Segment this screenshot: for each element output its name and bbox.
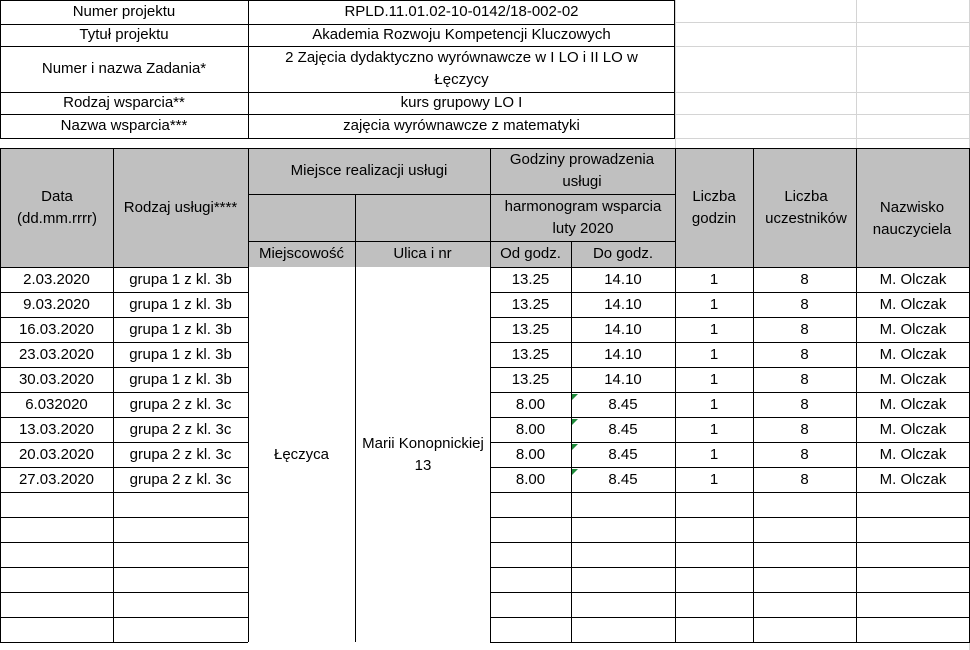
cell-data[interactable]: 13.03.2020 [18,421,95,438]
cell-godzin[interactable]: 1 [709,296,719,313]
cell-rodzaj[interactable]: grupa 1 z kl. 3b [129,371,232,388]
cell-border [490,642,970,643]
info-value-nazwa-wsparcia[interactable]: zajęcia wyrównawcze z matematyki [343,117,580,134]
gridline [675,46,970,47]
cell-godzin[interactable]: 1 [709,346,719,363]
cell-od[interactable]: 8.00 [515,421,546,438]
cell-od[interactable]: 13.25 [511,271,550,288]
cell-do[interactable]: 14.10 [604,296,642,313]
cell-rodzaj[interactable]: grupa 1 z kl. 3b [129,321,232,338]
cell-nauczyciel[interactable]: M. Olczak [879,396,947,413]
cell-do[interactable]: 14.10 [604,346,642,363]
cell-rodzaj[interactable]: grupa 1 z kl. 3b [129,346,232,363]
info-value-tytul-projektu[interactable]: Akademia Rozwoju Kompetencji Kluczowych [312,26,611,43]
cell-do[interactable]: 14.10 [604,371,642,388]
cell-nauczyciel[interactable]: M. Olczak [879,421,947,438]
info-label-numer-projektu[interactable]: Numer projektu [72,3,176,20]
cell-data[interactable]: 20.03.2020 [18,446,95,463]
header-od-godz[interactable]: Od godz. [500,245,561,262]
cell-uczestnikow[interactable]: 8 [800,296,809,313]
error-indicator-icon [572,444,578,450]
info-label-nazwa-wsparcia[interactable]: Nazwa wsparcia*** [60,117,188,134]
cell-border [490,567,970,568]
cell-border [0,138,675,139]
cell-uczestnikow[interactable]: 8 [800,271,809,288]
cell-do[interactable]: 14.10 [604,321,642,338]
cell-rodzaj[interactable]: grupa 2 z kl. 3c [129,446,232,463]
cell-ulica[interactable]: Marii Konopnickiej 13 [362,434,484,474]
cell-nauczyciel[interactable]: M. Olczak [879,471,947,488]
cell-border [0,617,248,618]
cell-rodzaj[interactable]: grupa 2 z kl. 3c [129,471,232,488]
cell-od[interactable]: 13.25 [511,371,550,388]
header-miejsce-realizacji[interactable]: Miejsce realizacji usługi [290,162,448,179]
cell-uczestnikow[interactable]: 8 [800,371,809,388]
cell-rodzaj[interactable]: grupa 1 z kl. 3b [129,271,232,288]
cell-border [490,542,970,543]
header-do-godz[interactable]: Do godz. [592,245,654,262]
cell-godzin[interactable]: 1 [709,321,719,338]
cell-od[interactable]: 8.00 [515,396,546,413]
info-label-rodzaj-wsparcia[interactable]: Rodzaj wsparcia** [63,94,185,111]
cell-rodzaj[interactable]: grupa 2 z kl. 3c [129,396,232,413]
gridline [675,22,970,23]
info-value-numer-zadania[interactable]: 2 Zajęcia dydaktyczno wyrównawcze w I LO i II LO w Łęczycy [285,49,638,88]
cell-border [0,542,248,543]
cell-do[interactable]: 14.10 [604,271,642,288]
cell-godzin[interactable]: 1 [709,421,719,438]
cell-data[interactable]: 16.03.2020 [18,321,95,338]
cell-nauczyciel[interactable]: M. Olczak [879,346,947,363]
info-value-rodzaj-wsparcia[interactable]: kurs grupowy LO I [400,94,523,111]
header-miejscowosc[interactable]: Miejscowość [258,245,345,262]
cell-border [490,492,970,493]
cell-uczestnikow[interactable]: 8 [800,346,809,363]
info-label-numer-zadania[interactable]: Numer i nazwa Zadania* [41,60,207,77]
cell-od[interactable]: 13.25 [511,321,550,338]
cell-data[interactable]: 23.03.2020 [18,346,95,363]
cell-data[interactable]: 27.03.2020 [18,471,95,488]
header-data[interactable]: Data (dd.mm.rrrr) [17,187,97,227]
cell-uczestnikow[interactable]: 8 [800,471,809,488]
cell-border [0,567,248,568]
header-godziny-prowadzenia[interactable]: Godziny prowadzenia usługi [509,151,655,190]
cell-nauczyciel[interactable]: M. Olczak [879,321,947,338]
info-label-tytul-projektu[interactable]: Tytuł projektu [79,26,169,43]
cell-godzin[interactable]: 1 [709,396,719,413]
cell-do[interactable]: 8.45 [608,421,638,438]
cell-border [0,642,248,643]
cell-data[interactable]: 30.03.2020 [18,371,95,388]
cell-data[interactable]: 2.03.2020 [23,271,90,288]
error-indicator-icon [572,394,578,400]
cell-nauczyciel[interactable]: M. Olczak [879,446,947,463]
cell-rodzaj[interactable]: grupa 1 z kl. 3b [129,296,232,313]
info-value-numer-projektu[interactable]: RPLD.11.01.02-10-0142/18-002-02 [344,3,579,20]
cell-godzin[interactable]: 1 [709,271,719,288]
cell-godzin[interactable]: 1 [709,471,719,488]
cell-do[interactable]: 8.45 [608,446,638,463]
cell-border [0,517,248,518]
cell-uczestnikow[interactable]: 8 [800,421,809,438]
cell-border [490,517,970,518]
cell-do[interactable]: 8.45 [608,396,638,413]
error-indicator-icon [572,419,578,425]
cell-border [490,617,970,618]
cell-od[interactable]: 8.00 [515,471,546,488]
cell-godzin[interactable]: 1 [709,446,719,463]
header-nazwisko-nauczyciela[interactable]: Nazwisko nauczyciela [872,199,952,238]
cell-border [0,492,248,493]
gridline [675,138,970,139]
header-liczba-uczestnikow[interactable]: Liczba uczestników [765,187,847,227]
cell-rodzaj[interactable]: grupa 2 z kl. 3c [129,421,232,438]
error-indicator-icon [572,469,578,475]
header-harmonogram[interactable]: harmonogram wsparcia luty 2020 [504,197,662,237]
cell-uczestnikow[interactable]: 8 [800,396,809,413]
cell-nauczyciel[interactable]: M. Olczak [879,271,947,288]
cell-data[interactable]: 6.032020 [25,396,88,413]
header-liczba-godzin[interactable]: Liczba godzin [691,187,737,227]
cell-od[interactable]: 13.25 [511,296,550,313]
cell-miejscowosc[interactable]: Łęczyca [273,445,330,463]
cell-do[interactable]: 8.45 [608,471,638,488]
cell-border [490,592,970,593]
cell-od[interactable]: 13.25 [511,346,550,363]
cell-godzin[interactable]: 1 [709,371,719,388]
cell-od[interactable]: 8.00 [515,446,546,463]
cell-border [0,592,248,593]
gridline [675,114,970,115]
cell-nauczyciel[interactable]: M. Olczak [879,371,947,388]
header-ulica[interactable]: Ulica i nr [393,245,452,262]
header-rodzaj-uslugi[interactable]: Rodzaj usługi**** [123,198,238,216]
cell-uczestnikow[interactable]: 8 [800,446,809,463]
gridline [675,92,970,93]
cell-uczestnikow[interactable]: 8 [800,321,809,338]
cell-data[interactable]: 9.03.2020 [23,296,90,313]
cell-nauczyciel[interactable]: M. Olczak [879,296,947,313]
